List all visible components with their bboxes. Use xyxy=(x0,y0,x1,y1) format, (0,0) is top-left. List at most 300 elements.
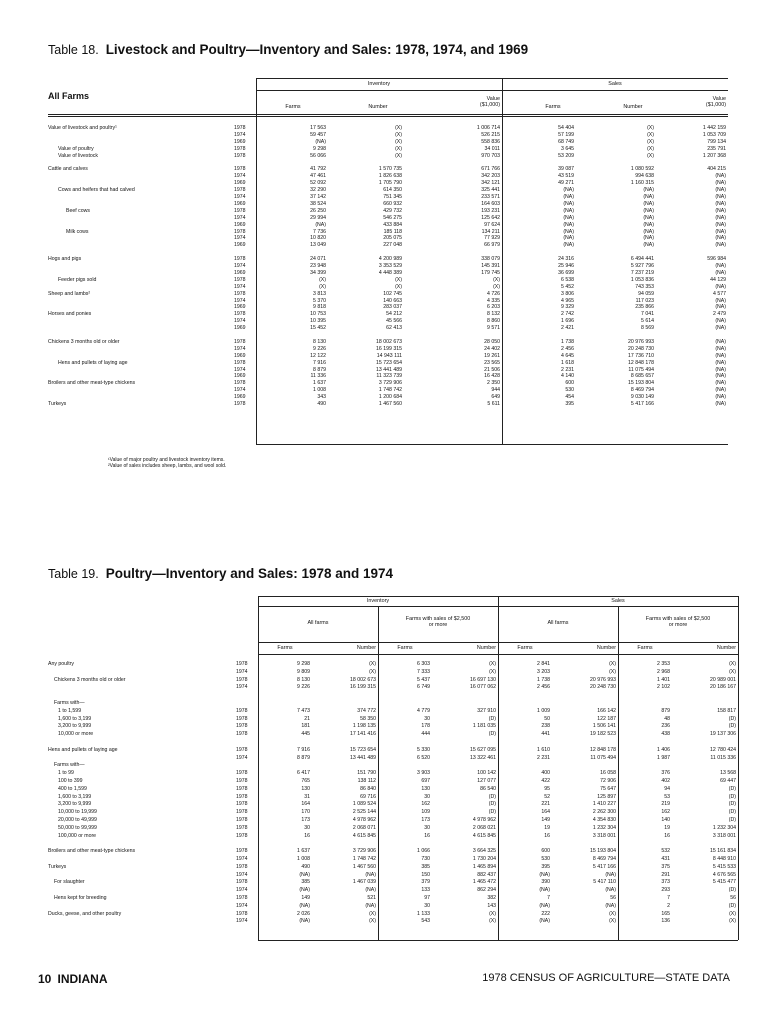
table19-cell-c5: 441 xyxy=(541,731,550,738)
table18-row-label: Hogs and pigs xyxy=(48,256,82,263)
table18-cell-s-number: 6 494 441 xyxy=(630,256,654,263)
table18-cell-inv-number: 751 345 xyxy=(383,194,402,200)
table18-cell-s-value: (NA) xyxy=(715,187,726,194)
table18-cell-inv-farms: 9 818 xyxy=(313,304,326,311)
table19-cell-c6: 20 976 993 xyxy=(590,676,616,683)
table18-cell-s-farms: 5 452 xyxy=(561,283,574,290)
table19-cell-c2: (X) xyxy=(369,918,376,925)
table19-row-label: Chickens 3 months old or older xyxy=(54,676,126,683)
table19-row-year: 1978 xyxy=(236,817,248,823)
table18-cell-s-number: (NA) xyxy=(643,194,654,200)
table19-sub-s-all: All farms xyxy=(547,620,569,626)
table19-cell-c3: 30 xyxy=(424,902,430,909)
table18-row-year: 1974 xyxy=(234,283,246,290)
table18-cell-s-farms: 3 806 xyxy=(561,290,574,297)
table19-cell-c5: 1 009 xyxy=(537,707,550,714)
table19-cell-c7: 236 xyxy=(661,723,670,730)
table19-cell-c8: 5 415 477 xyxy=(712,879,736,886)
table19-cell-c3: 6 520 xyxy=(417,754,430,761)
table18-cell-s-value: (NA) xyxy=(715,263,726,269)
table19-cell-c2: (NA) xyxy=(365,902,376,909)
table19-cell-c4: (X) xyxy=(489,668,496,675)
table19-cell-c8: (D) xyxy=(728,793,736,800)
table18-cell-inv-number: 11 323 739 xyxy=(376,373,402,380)
table19-row-year: 1978 xyxy=(236,824,248,831)
table19-cell-c2: (X) xyxy=(369,661,376,667)
table19-cell-c7: 16 xyxy=(664,832,670,839)
table19-cell-c4: 862 294 xyxy=(477,887,496,894)
table19-row-label: 20,000 to 49,999 xyxy=(58,817,97,823)
table18-cell-s-number: 7 041 xyxy=(641,311,654,318)
table19-row-label: Hens kept for breeding xyxy=(54,895,107,901)
table18-cell-s-value: (NA) xyxy=(715,345,726,352)
table18-row-year: 1974 xyxy=(234,235,246,242)
table19-cell-c2: (X) xyxy=(369,668,376,675)
table19-cell-c7: 2 xyxy=(667,902,670,909)
table19-cell-c5: 149 xyxy=(541,817,550,823)
table19-cell-c6: 72 906 xyxy=(600,778,616,784)
table18-cell-s-value: (NA) xyxy=(715,242,726,249)
table19-cell-c8: (D) xyxy=(728,887,736,894)
table19-row-year: 1978 xyxy=(236,793,248,800)
table19-cell-c3: 1 133 xyxy=(417,910,430,917)
table18-section-label: All Farms xyxy=(48,91,90,101)
table19-cell-c8: 5 415 533 xyxy=(712,863,736,870)
table18-row-label: Milk cows xyxy=(66,228,89,235)
table19-cell-c2: (NA) xyxy=(365,871,376,878)
table19-cell-c5: 222 xyxy=(541,910,550,917)
table19-cell-c3: 1 066 xyxy=(417,848,430,855)
table19-row-year: 1978 xyxy=(236,785,248,792)
table19-row-year: 1974 xyxy=(236,902,248,909)
table18-number: Table 18. xyxy=(48,43,99,57)
table18-cell-s-number: (X) xyxy=(647,152,654,159)
table19-row-year: 1978 xyxy=(236,715,248,722)
table19-col8: Number xyxy=(716,645,736,651)
table18-cell-inv-number: (X) xyxy=(395,131,402,138)
table18-cell-s-number: (NA) xyxy=(643,242,654,249)
table18-cell-inv-number: (X) xyxy=(395,283,402,290)
table18-row-year: 1974 xyxy=(234,263,246,269)
table19-cell-c8: 3 318 001 xyxy=(712,832,736,839)
table18-row-label: Beef cows xyxy=(66,207,90,214)
table18-row-label: Value of livestock xyxy=(58,152,98,159)
table19-row-year: 1974 xyxy=(236,887,248,894)
table18-cell-inv-value: 649 xyxy=(491,394,500,401)
table18-cell-s-value: 404 215 xyxy=(707,166,726,173)
table19-cell-c7: 1 406 xyxy=(657,746,670,753)
table19-cell-c3: 6 749 xyxy=(417,684,430,691)
table18-row-label: Turkeys xyxy=(48,401,67,407)
table19-cell-c1: 6 417 xyxy=(297,770,310,777)
table18-cell-s-value: (NA) xyxy=(715,214,726,221)
table19-cell-c2: 2 068 071 xyxy=(352,824,376,831)
table19-row-year: 1974 xyxy=(236,918,248,925)
table19-row-year: 1978 xyxy=(236,731,248,738)
table18-cell-s-value: 1 442 159 xyxy=(702,125,726,131)
table18-cell-s-farms: 2 231 xyxy=(561,366,574,373)
table19-cell-c5: 400 xyxy=(541,770,550,777)
table19-sub-inv-all: All farms xyxy=(307,620,329,626)
table19-cell-c3: 3 903 xyxy=(417,770,430,777)
table18-cell-s-number: (NA) xyxy=(643,207,654,214)
table19-title xyxy=(48,566,393,581)
table19-row-label: 50,000 to 99,999 xyxy=(58,824,97,831)
table19-row-label: 400 to 1,599 xyxy=(58,785,87,792)
table18-cell-s-value: 2 479 xyxy=(713,311,726,318)
table19-row-label: 3,200 to 9,999 xyxy=(58,801,92,808)
table18-cell-inv-value: 164 603 xyxy=(481,200,500,207)
table18-cell-s-number: (NA) xyxy=(643,214,654,221)
table18-cell-inv-value: 970 703 xyxy=(481,152,500,159)
table19-cell-c6: 75 647 xyxy=(600,785,616,792)
table19-cell-c6: (NA) xyxy=(605,871,616,878)
table18-cell-inv-number: 4 448 389 xyxy=(378,269,402,276)
table18-cell-s-number: (X) xyxy=(647,138,654,145)
table18-cell-s-number: (NA) xyxy=(643,221,654,228)
table18-title-text: Livestock and Poultry—Inventory and Sales: 1978, 1974, and 1969 xyxy=(105,42,529,57)
table19-title-text: Poultry—Inventory and Sales: 1978 and 1974 xyxy=(105,566,394,581)
table18-cell-inv-farms: 3 813 xyxy=(313,290,326,297)
table19-cell-c7: 1 987 xyxy=(657,754,670,761)
table18-cell-s-number: (NA) xyxy=(643,200,654,207)
table19-cell-c1: 490 xyxy=(301,863,310,870)
table19-cell-c7: 293 xyxy=(661,887,670,894)
table19-cell-c3: 385 xyxy=(421,863,430,870)
table18-cell-s-value: 44 129 xyxy=(710,276,726,283)
table18-col-inv-number: Number xyxy=(368,104,388,110)
table18-cell-inv-farms: 37 142 xyxy=(310,194,326,200)
table18-cell-s-number: 1 053 836 xyxy=(630,276,654,283)
table19-cell-c8: (X) xyxy=(729,918,736,925)
table18-row-year: 1974 xyxy=(234,297,246,304)
table19-cell-c7: 431 xyxy=(661,856,670,862)
table18-cell-inv-value: 6 203 xyxy=(487,304,500,311)
table18-col-s-farms: Farms xyxy=(545,104,561,110)
table18-cell-s-farms: 2 742 xyxy=(561,311,574,318)
table19-cell-c3: 7 333 xyxy=(417,668,430,675)
table19 xyxy=(48,596,738,940)
table19-cell-c1: (NA) xyxy=(299,871,310,878)
table19-cell-c3: 444 xyxy=(421,731,430,738)
table18-cell-s-number: (NA) xyxy=(643,235,654,242)
table18-row-year: 1969 xyxy=(234,352,246,359)
table19-cell-c2: 86 840 xyxy=(360,785,376,792)
table18-cell-s-value: (NA) xyxy=(715,325,726,332)
table19-row-label: 1,600 to 3,199 xyxy=(58,793,92,800)
table18-cell-inv-number: 1 570 735 xyxy=(378,166,402,173)
table18-row-label: Chickens 3 months old or older xyxy=(48,338,120,345)
table18-cell-inv-value: 179 745 xyxy=(481,269,500,276)
table19-cell-c1: 9 226 xyxy=(297,684,310,691)
table19-cell-c1: 7 916 xyxy=(297,746,310,753)
table19-cell-c8: 158 817 xyxy=(717,707,736,714)
table18-row-year: 1969 xyxy=(234,373,246,380)
table19-cell-c7: 438 xyxy=(661,731,670,738)
table19-cell-c2: 17 141 416 xyxy=(350,731,376,738)
table19-cell-c2: 1 467 039 xyxy=(352,879,376,886)
table19-row-label: 1 to 1,599 xyxy=(58,707,82,714)
table18-row-year: 1974 xyxy=(234,387,246,394)
table19-cell-c1: 1 637 xyxy=(297,848,310,855)
table19-cell-c7: 165 xyxy=(661,910,670,917)
table19-cell-c3: 30 xyxy=(424,793,430,800)
table18-cell-s-farms: (NA) xyxy=(563,228,574,235)
table19-row-label: 10,000 or more xyxy=(58,731,94,738)
table18-cell-inv-value: 134 211 xyxy=(481,228,500,235)
table18-cell-s-number: 9 030 149 xyxy=(630,394,654,401)
table19-cell-c1: 445 xyxy=(301,731,310,738)
table18-cell-s-value: 4 577 xyxy=(713,290,726,297)
table18 xyxy=(48,78,728,469)
table18-cell-s-number: 1 080 592 xyxy=(630,166,654,173)
table19-cell-c8: 20 186 167 xyxy=(710,684,736,691)
table19-cell-c2: (X) xyxy=(369,910,376,917)
table18-cell-s-value: 1 207 368 xyxy=(702,152,726,159)
table18-cell-inv-value: 526 215 xyxy=(481,131,500,138)
table19-cell-c2: 69 716 xyxy=(360,793,376,800)
table18-row-year: 1978 xyxy=(234,256,246,263)
table18-cell-s-number: 5 614 xyxy=(641,318,654,325)
table19-cell-c8: 4 676 565 xyxy=(712,871,736,878)
table19-cell-c7: 532 xyxy=(661,848,670,855)
table18-cell-s-farms: (NA) xyxy=(563,187,574,194)
table19-row-year: 1978 xyxy=(236,770,248,777)
table19-cell-c2: 16 199 315 xyxy=(350,684,376,691)
table18-cell-s-value: 596 984 xyxy=(707,256,726,263)
table19-cell-c5: 19 xyxy=(544,824,550,831)
table19-cell-c8: 20 989 001 xyxy=(710,676,736,683)
table18-cell-inv-value: 342 121 xyxy=(481,180,500,187)
table19-cell-c3: 173 xyxy=(421,817,430,823)
table18-cell-inv-farms: 1 008 xyxy=(313,387,326,394)
table18-cell-inv-farms: 47 461 xyxy=(310,173,326,180)
table19-cell-c8: 19 137 306 xyxy=(710,731,736,738)
table18-cell-s-number: 5 417 166 xyxy=(630,401,654,407)
table19-cell-c5: 16 xyxy=(544,832,550,839)
table19-row-label: 3,200 to 9,999 xyxy=(58,723,92,730)
table18-title xyxy=(48,42,528,57)
table19-cell-c6: (NA) xyxy=(605,887,616,894)
table19-group-sales: Sales xyxy=(611,598,625,604)
table18-cell-s-number: 7 237 219 xyxy=(630,269,654,276)
table19-cell-c1: (NA) xyxy=(299,918,310,925)
table19-cell-c1: 181 xyxy=(301,723,310,730)
table18-cell-inv-number: 1 467 560 xyxy=(378,401,402,407)
table19-cell-c4: 2 068 021 xyxy=(472,824,496,831)
state-name: INDIANA xyxy=(57,972,108,986)
table18-row-year: 1969 xyxy=(234,394,246,401)
table18-row-year: 1978 xyxy=(234,380,246,387)
table19-cell-c1: 130 xyxy=(301,785,310,792)
table18-row-year: 1969 xyxy=(234,200,246,207)
table18-row-label: Horses and ponies xyxy=(48,311,92,318)
table18-cell-inv-farms: 7 736 xyxy=(313,228,326,235)
table19-row-year: 1978 xyxy=(236,809,248,816)
table19-cell-c1: 30 xyxy=(304,824,310,831)
table19-cell-c7: 19 xyxy=(664,824,670,831)
table18-cell-inv-farms: 490 xyxy=(317,401,326,407)
table19-cell-c6: 19 182 523 xyxy=(590,731,616,738)
table18-cell-inv-number: 14 943 111 xyxy=(376,352,402,359)
table18-cell-inv-value: 23 565 xyxy=(484,359,500,366)
table18-cell-inv-farms: (X) xyxy=(319,276,326,283)
table19-cell-c4: 100 142 xyxy=(477,770,496,777)
table19-cell-c8: 15 161 834 xyxy=(710,848,736,855)
table19-cell-c1: 8 130 xyxy=(297,676,310,683)
table19-cell-c5: 2 456 xyxy=(537,684,550,691)
table18-cell-inv-value: 4 726 xyxy=(487,290,500,297)
table18-cell-s-farms: 24 316 xyxy=(558,256,574,263)
table18-cell-inv-farms: (X) xyxy=(319,283,326,290)
table19-cell-c7: 94 xyxy=(664,785,670,792)
table19-cell-c8: (X) xyxy=(729,661,736,667)
table19-row-label: Broilers and other meat-type chickens xyxy=(48,848,136,855)
table19-cell-c7: 375 xyxy=(661,863,670,870)
table19-row-label: Hens and pullets of laying age xyxy=(48,746,118,753)
table18-cell-s-value: 1 053 709 xyxy=(702,131,726,138)
table18-cell-inv-farms: 8 879 xyxy=(313,366,326,373)
table18-row-year: 1969 xyxy=(234,221,246,228)
table19-cell-c8: (X) xyxy=(729,910,736,917)
table19-cell-c2: 4 615 845 xyxy=(352,832,376,839)
table18-cell-s-farms: 9 329 xyxy=(561,304,574,311)
table18-cell-s-value: (NA) xyxy=(715,235,726,242)
table19-cell-c4: 327 910 xyxy=(477,707,496,714)
table18-row-label: Broilers and other meat-type chickens xyxy=(48,380,136,387)
table18-cell-s-farms: 454 xyxy=(565,394,574,401)
table19-cell-c1: 2 026 xyxy=(297,910,310,917)
table19-cell-c1: 765 xyxy=(301,778,310,784)
table18-cell-s-farms: 530 xyxy=(565,387,574,394)
table18-cell-s-number: (X) xyxy=(647,145,654,152)
table19-row-label: 1,600 to 3,199 xyxy=(58,715,92,722)
table19-cell-c7: 162 xyxy=(661,809,670,816)
table18-cell-inv-value: (X) xyxy=(493,276,500,283)
table18-cell-s-number: 117 023 xyxy=(635,297,654,304)
table19-cell-c8: (X) xyxy=(729,668,736,675)
table19-cell-c1: 8 879 xyxy=(297,754,310,761)
table18-cell-s-farms: 600 xyxy=(565,380,574,387)
table18-cell-inv-number: 45 566 xyxy=(386,318,402,325)
table18-cell-s-number: 994 638 xyxy=(635,173,654,180)
table18-row-year: 1974 xyxy=(234,366,246,373)
table18-cell-inv-value: (X) xyxy=(493,283,500,290)
table19-col6: Number xyxy=(596,645,616,651)
table18-row-year: 1978 xyxy=(234,166,246,173)
table19-cell-c8: 8 448 910 xyxy=(712,856,736,862)
table19-cell-c8: (D) xyxy=(728,817,736,823)
table19-cell-c5: 395 xyxy=(541,863,550,870)
table18-cell-s-farms: (NA) xyxy=(563,221,574,228)
table18-cell-inv-farms: 52 092 xyxy=(310,180,326,187)
table19-cell-c5: 52 xyxy=(544,793,550,800)
table19-row-label: Any poultry xyxy=(48,661,74,667)
table19-cell-c1: 21 xyxy=(304,715,310,722)
table19-cell-c7: 291 xyxy=(661,871,670,878)
table18-row-year: 1974 xyxy=(234,194,246,200)
table18-col-inv-value: Value ($1,000) xyxy=(479,96,500,108)
table19-cell-c6: 56 xyxy=(610,895,616,901)
table18-row-year: 1978 xyxy=(234,125,246,131)
table18-cell-inv-value: 5 611 xyxy=(487,401,500,407)
table19-cell-c2: 18 002 673 xyxy=(350,676,376,683)
table19-cell-c5: 50 xyxy=(544,715,550,722)
table18-cell-s-number: 8 469 794 xyxy=(630,387,654,394)
table19-row-year: 1978 xyxy=(236,910,248,917)
table19-cell-c1: 9 809 xyxy=(297,668,310,675)
table18-cell-s-value: (NA) xyxy=(715,318,726,325)
table19-col1: Farms xyxy=(277,645,293,651)
table18-cell-inv-number: 283 037 xyxy=(383,304,402,311)
table18-col-s-number: Number xyxy=(623,104,643,110)
table18-cell-s-value: 235 791 xyxy=(707,145,726,152)
table18-cell-inv-farms: (NA) xyxy=(315,138,326,145)
table19-cell-c4: (D) xyxy=(488,731,496,738)
table18-row-year: 1974 xyxy=(234,131,246,138)
table19-cell-c7: 879 xyxy=(661,707,670,714)
table18-row-year: 1974 xyxy=(234,214,246,221)
table18-cell-s-farms: 54 404 xyxy=(558,125,574,131)
table18-cell-s-farms: 6 538 xyxy=(561,276,574,283)
table19-col5: Farms xyxy=(517,645,533,651)
table18-row-year: 1969 xyxy=(234,180,246,187)
table18-cell-s-value: 799 134 xyxy=(707,138,726,145)
table18-cell-inv-value: 28 050 xyxy=(484,338,500,345)
table19-row-label: 10,000 to 19,999 xyxy=(58,809,97,816)
table19-cell-c6: 3 318 001 xyxy=(592,832,616,839)
table19-cell-c1: (NA) xyxy=(299,902,310,909)
table18-cell-s-farms: 1 696 xyxy=(561,318,574,325)
table19-group-inventory: Inventory xyxy=(366,598,390,604)
table19-row-label: 1 to 99 xyxy=(58,770,74,777)
table19-cell-c6: 1 410 227 xyxy=(592,801,616,808)
table18-cell-inv-farms: 9 298 xyxy=(313,145,326,152)
table18-cell-s-number: 743 353 xyxy=(635,283,654,290)
table19-cell-c4: 3 664 325 xyxy=(472,848,496,855)
table18-row-year: 1978 xyxy=(234,152,246,159)
table18-cell-s-farms: 4 645 xyxy=(561,352,574,359)
table19-cell-c3: 379 xyxy=(421,879,430,886)
table18-cell-s-value: (NA) xyxy=(715,394,726,401)
table18-cell-inv-value: 9 571 xyxy=(487,325,500,332)
table19-col3: Farms xyxy=(397,645,413,651)
table19-cell-c3: 150 xyxy=(421,871,430,878)
table19-cell-c6: 1 232 304 xyxy=(592,824,616,831)
table18-cell-s-farms: 395 xyxy=(565,401,574,407)
table18-cell-s-farms: 1 738 xyxy=(561,338,574,345)
table19-cell-c1: 164 xyxy=(301,801,310,808)
table19-cell-c3: 16 xyxy=(424,832,430,839)
table18-cell-inv-value: 97 624 xyxy=(484,221,500,228)
table18-row-year: 1978 xyxy=(234,359,246,366)
table19-cell-c6: (X) xyxy=(609,910,616,917)
table18-cell-inv-number: 3 353 529 xyxy=(378,263,402,269)
table18-cell-inv-value: 342 203 xyxy=(481,173,500,180)
table18-cell-inv-value: 4 335 xyxy=(487,297,500,304)
table19-cell-c7: 140 xyxy=(661,817,670,823)
table19-cell-c6: 166 142 xyxy=(597,707,616,714)
table18-cell-inv-number: 1 826 638 xyxy=(378,173,402,180)
table18-cell-inv-number: 4 200 989 xyxy=(378,256,402,263)
table19-cell-c8: 13 568 xyxy=(720,770,736,777)
table19-cell-c2: 13 441 489 xyxy=(350,754,376,761)
table19-cell-c3: 133 xyxy=(421,887,430,894)
table18-cell-s-farms: 49 271 xyxy=(558,180,574,187)
table18-cell-s-value: (NA) xyxy=(715,173,726,180)
publication-title: 1978 CENSUS OF AGRICULTURE—STATE DATA xyxy=(482,972,730,984)
table19-cell-c1: 16 xyxy=(304,832,310,839)
